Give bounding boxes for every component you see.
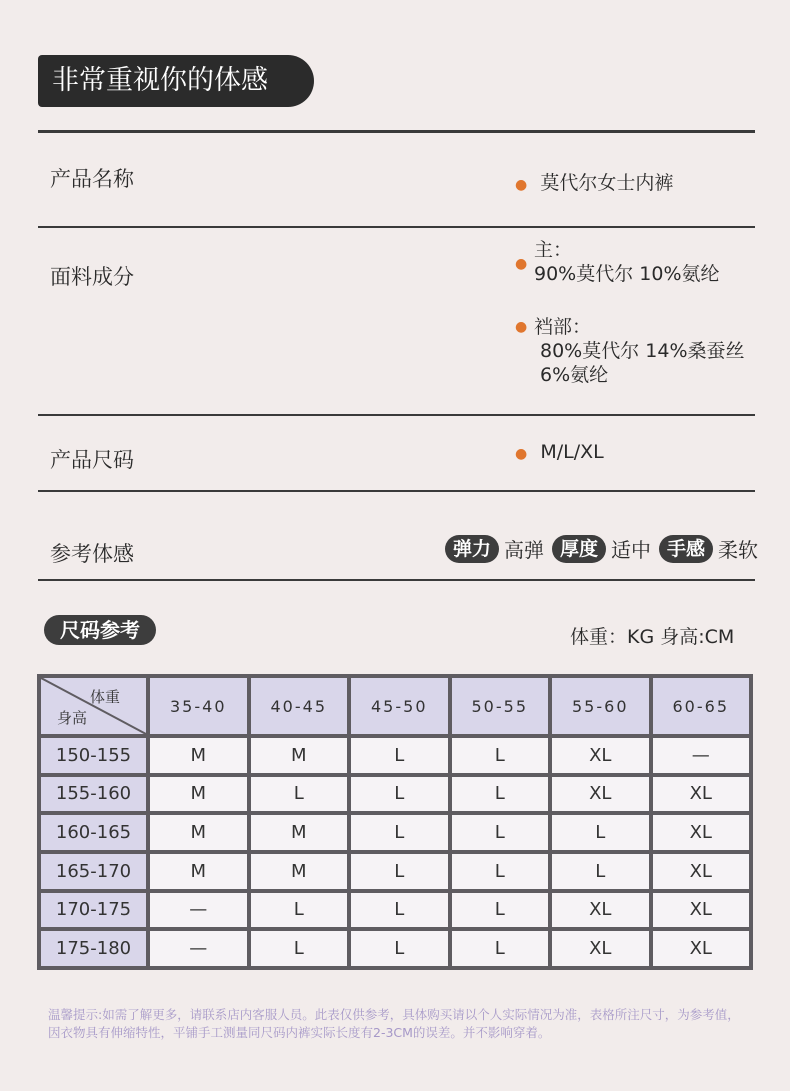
corner-height: 身高 [57, 709, 88, 727]
thickness-value: 适中 [610, 538, 651, 562]
size-cell: L [349, 929, 450, 968]
page-title: 非常重视你的体感 [38, 55, 314, 107]
size-cell: L [450, 929, 551, 968]
size-cell: L [349, 736, 450, 775]
product-name-value: ● 莫代尔女士内裤 [515, 172, 674, 194]
size-cell: M [148, 852, 249, 891]
size-cell: XL [651, 852, 752, 891]
size-cell: L [349, 813, 450, 852]
column-header: 45-50 [349, 676, 450, 736]
size-cell: — [651, 736, 752, 775]
thickness-tag: 厚度 [552, 535, 606, 563]
corner-cell [39, 676, 148, 736]
size-cell: XL [651, 813, 752, 852]
size-cell: L [249, 929, 350, 968]
bullet-icon: ● [515, 319, 528, 335]
size-cell: L [550, 852, 651, 891]
table-row [39, 813, 751, 852]
disclaimer-note: 温馨提示:如需了解更多，请联系店内客服人员。此表仅供参考，具体购买请以个人实际情况为准，表格所注尺寸，为参考值，因衣物具有伸缩特性，平铺手工测量同尺码内裤实际长度有2-3CM的误差。并不影响穿着。 [48, 1007, 740, 1040]
table-row [39, 891, 751, 930]
size-cell: M [148, 813, 249, 852]
size-cell: — [148, 929, 249, 968]
table-row [39, 775, 751, 814]
height-cell: 160-165 [39, 813, 148, 852]
size-ref-title: 尺码参考 [44, 615, 156, 645]
handfeel-value: 柔软 [718, 538, 758, 562]
divider [38, 226, 755, 228]
size-cell: L [349, 775, 450, 814]
size-cell: XL [550, 736, 651, 775]
elasticity-tag: 弹力 [445, 535, 499, 563]
column-header: 50-55 [450, 676, 551, 736]
size-cell: L [450, 813, 551, 852]
size-cell: L [349, 891, 450, 930]
size-cell: XL [651, 891, 752, 930]
table-header-row [39, 676, 751, 736]
size-cell: XL [651, 775, 752, 814]
table-row [39, 852, 751, 891]
size-cell: M [148, 775, 249, 814]
size-label: 产品尺码 [50, 448, 134, 472]
fabric-label: 面料成分 [50, 265, 134, 289]
column-header: 35-40 [148, 676, 249, 736]
size-cell: L [450, 736, 551, 775]
corner-weight: 体重 [89, 688, 120, 706]
fabric-crotch: ● 裆部： 80%莫代尔 14%桑蚕丝 6%氨纶 [515, 316, 745, 386]
size-cell: M [249, 852, 350, 891]
size-value: ● M/L/XL [515, 441, 604, 463]
divider [38, 130, 755, 133]
divider [38, 414, 755, 416]
size-cell: L [249, 891, 350, 930]
elasticity-value: 高弹 [503, 538, 544, 562]
size-cell: M [148, 736, 249, 775]
size-cell: L [450, 775, 551, 814]
size-table [37, 674, 753, 970]
table-row [39, 929, 751, 968]
height-cell: 150-155 [39, 736, 148, 775]
size-cell: L [249, 775, 350, 814]
fabric-main: ● 主： 90%莫代尔 10%氨纶 [515, 239, 720, 285]
size-cell: L [349, 852, 450, 891]
height-cell: 165-170 [39, 852, 148, 891]
size-cell: XL [550, 929, 651, 968]
bullet-icon: ● [515, 177, 528, 193]
size-cell: XL [651, 929, 752, 968]
height-cell: 175-180 [39, 929, 148, 968]
column-header: 40-45 [249, 676, 350, 736]
height-cell: 155-160 [39, 775, 148, 814]
height-cell: 170-175 [39, 891, 148, 930]
column-header: 60-65 [651, 676, 752, 736]
divider [38, 490, 755, 492]
table-row [39, 736, 751, 775]
size-cell: L [450, 891, 551, 930]
size-cell: L [550, 813, 651, 852]
divider [38, 579, 755, 581]
size-cell: L [450, 852, 551, 891]
feel-tags [445, 534, 758, 563]
feel-label: 参考体感 [50, 542, 134, 566]
size-cell: M [249, 736, 350, 775]
handfeel-tag: 手感 [659, 535, 713, 563]
unit-text: 体重：KG 身高:CM [570, 626, 735, 648]
column-header: 55-60 [550, 676, 651, 736]
size-cell: M [249, 813, 350, 852]
size-cell: XL [550, 891, 651, 930]
bullet-icon: ● [515, 256, 528, 272]
bullet-icon: ● [515, 446, 528, 462]
size-cell: XL [550, 775, 651, 814]
size-cell: — [148, 891, 249, 930]
product-name-label: 产品名称 [50, 167, 134, 191]
